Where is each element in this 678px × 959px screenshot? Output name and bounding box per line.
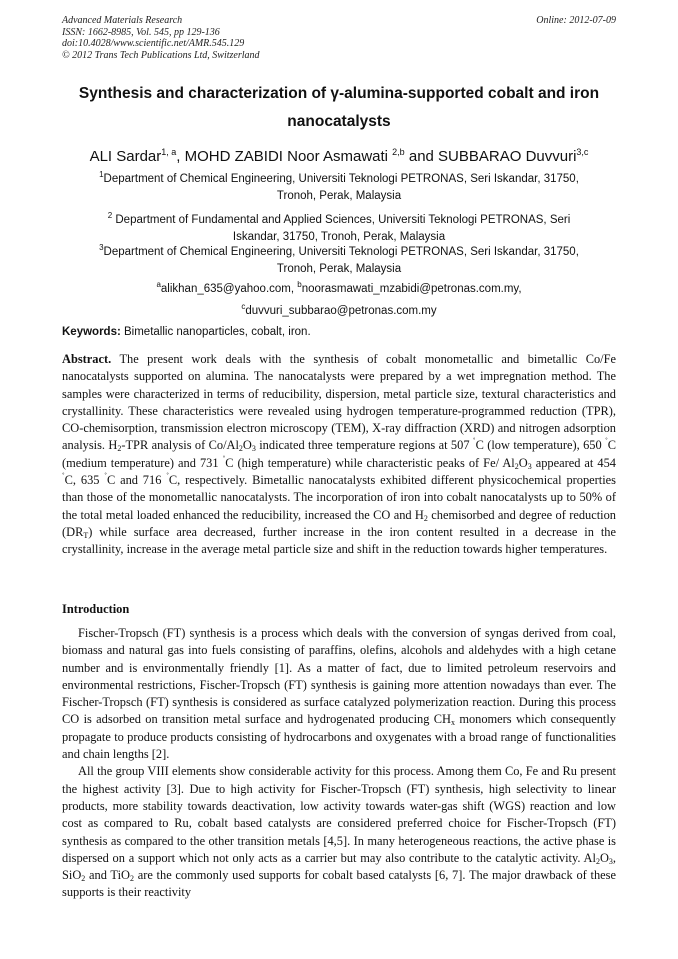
aff2-line2: Iskandar, 31750, Tronoh, Perak, Malaysia	[232, 230, 446, 243]
introduction-body	[62, 625, 616, 902]
author-list	[40, 142, 638, 167]
aff1-number: 1	[99, 170, 104, 179]
aff3-number: 3	[99, 243, 104, 252]
email-a[interactable]: alikhan_635@yahoo.com,	[160, 282, 298, 295]
author-emails: $^a$alikhan_635@yahoo.com, $^b$noorasmawati_mzabidi@petronas.com.my, $^c$duvvuri_subbarao@petronas.com.my	[156, 280, 522, 317]
online-date: Online: 2012-07-09	[536, 15, 616, 26]
aff2-line1: Department of Fundamental and Applied Sciences, Universiti Teknologi PETRONAS, Seri	[112, 213, 571, 226]
keywords	[62, 324, 311, 341]
keywords-label: Keywords:	[62, 326, 121, 338]
keywords-text: Bimetallic nanoparticles, cobalt, iron.	[120, 326, 311, 338]
journal-name: Advanced Materials Research	[62, 15, 183, 26]
aff1-line1: Department of Chemical Engineering, Universiti Teknologi PETRONAS, Seri Iskandar, 31750,	[103, 172, 579, 185]
title-line-2: nanocatalysts	[287, 113, 391, 130]
aff3-line2: Tronoh, Perak, Malaysia	[276, 262, 402, 275]
introduction-heading: Introduction	[62, 602, 130, 616]
copyright-line: © 2012 Trans Tech Publications Ltd, Switzerland	[62, 49, 260, 61]
affiliation-1	[62, 166, 616, 205]
email-b[interactable]: noorasmawati_mzabidi@petronas.com.my,	[301, 282, 522, 295]
title-line-1: Synthesis and characterization of γ-alumina-supported cobalt and iron	[78, 85, 600, 102]
doi-line: doi:10.4028/www.scientific.net/AMR.545.129	[62, 38, 245, 49]
author-2-sup: 2,b	[392, 147, 405, 157]
aff3-line1: Department of Chemical Engineering, Universiti Teknologi PETRONAS, Seri Iskandar, 31750,	[103, 245, 579, 258]
journal-header	[62, 15, 260, 61]
email-c[interactable]: duvvuri_subbarao@petronas.com.my	[245, 304, 437, 317]
paper-title	[40, 80, 638, 136]
author-3-sup: 3,c	[576, 147, 589, 157]
author-3: and SUBBARAO Duvvuri	[404, 148, 577, 165]
abstract-label: Abstract.	[62, 352, 112, 366]
author-1-sup: 1, a	[161, 147, 177, 157]
intro-paragraph-1: Fischer-Tropsch (FT) synthesis is a process which deals with the conversion of syngas derived from coal, biomass and natural gas into fuels consisting of paraffins, olefins, alcohols and aldehydes with a high cetane number and is environmentally friendly [1]. As a matter of fact, due to limited petroleum reservoirs and environmental restrictions, Fischer-Tropsch (FT) synthesis is gaining more attention nowadays than ever. The Fischer-Tropsch (FT) synthesis is considered as surface catalyzed polymerization reaction. During this process CO is adsorbed on transition metal surface and hydrogenated producing $CH_x$ monomers which consequently propagate to produce products consisting of hydrocarbons and oxygenates with a broad range of functionalities and chain lengths [2].	[62, 626, 616, 762]
issn-line: ISSN: 1662-8985, Vol. 545, pp 129-136	[62, 26, 220, 38]
abstract: Abstract. The present work deals with the synthesis of cobalt monometallic and bimetallic Co/Fe nanocatalysts supported on alumina. The nanocatalysts were prepared by a wet impregnation method. The samples were characterized in terms of reducibility, dispersion, metal particle size, textural characteristics and crystallinity. These characteristics were revealed using hydrogen temperature-programmed reduction (TPR), CO-chemisorption, transmission electron microscopy (TEM), X-ray diffraction (XRD) and nitrogen adsorption analysis. $H_2$-TPR analysis of $Co/Al_2O_3$ indicated three temperature regions at 507 ˚C (low temperature), 650 ˚C (medium temperature) and 731 ˚C (high temperature) while characteristic peaks of Fe/ $Al_2O_3$ appeared at 454 ˚C, 635 ˚C and 716 ˚C, respectively. Bimetallic nanocatalysts exhibited different physicochemical properties than those of the monometallic nanocatalysts. The incorporation of iron into cobalt nanocatalysts up to 50% of the total metal loaded enhanced the reducibility, increased the CO and $H_2$ chemisorbed and degree of reduction $(DR_T)$ while surface area decreased, further increase in the iron content resulted in a decrease in the crystallinity, increase in the average metal particle size and shift in the reduction towards higher temperatures.	[62, 352, 617, 557]
aff1-line2: Tronoh, Perak, Malaysia	[276, 189, 402, 202]
intro-paragraph-2: All the group VIII elements show considerable activity for this process. Among them Co, Fe and Ru present the highest activity [3]. Due to high activity for Fischer-Tropsch (FT) synthesis, high selectivity to linear products, more stability towards deactivation, low activity towards water-gas shift (WGS) reaction and low cost as compared to Ru, cobalt based catalysts are considered preferred choice for Fischer-Tropsch (FT) synthesis as compared to the other transition metals [4,5]. In many heterogeneous reactions, the active phase is dispersed on a support which not only acts as a carrier but may also contribute to the catalytic activity. $Al_2O_3$, SiO$_2$ and TiO$_2$ are the commonly used supports for cobalt based catalysts [6, 7]. The major drawback of these supports is their reactivity	[62, 764, 616, 900]
author-2: , MOHD ZABIDI Noor Asmawati	[176, 148, 393, 165]
aff2-number: 2	[107, 211, 113, 220]
author-1: ALI Sardar	[89, 148, 162, 165]
affiliation-3	[62, 239, 616, 278]
